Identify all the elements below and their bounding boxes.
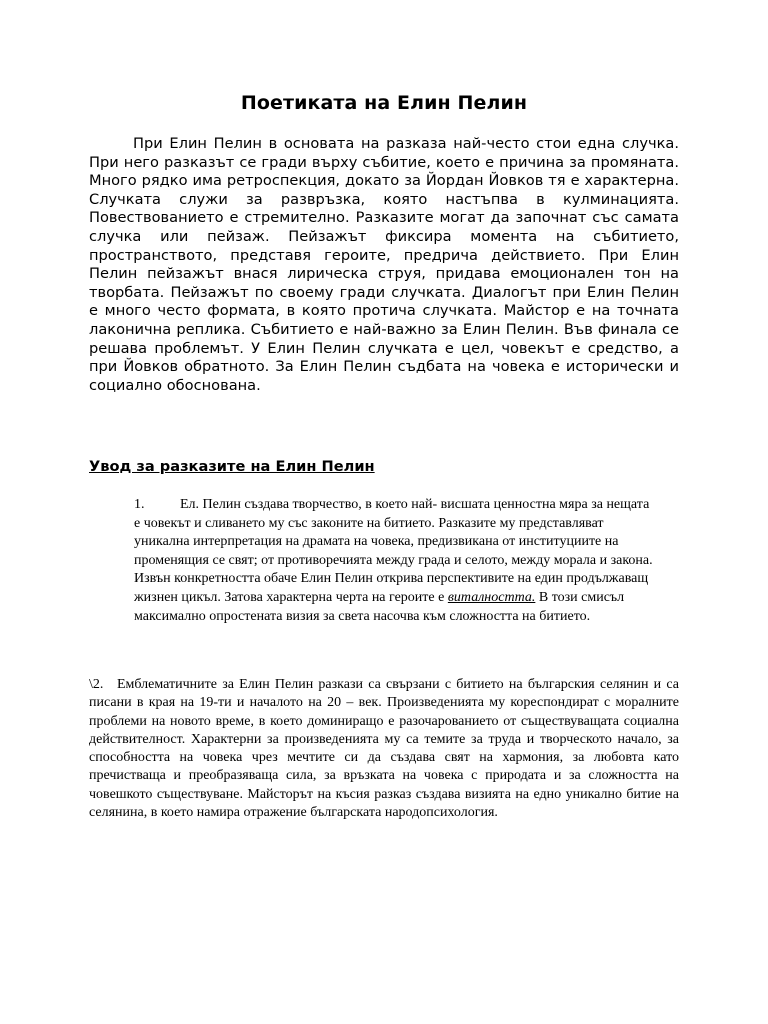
list-item-2-number: \2. — [89, 677, 104, 692]
list-item-2-text: Емблематичните за Елин Пелин разкази са свързани с битието на българския селянин и са писани в края на 19-ти и началото на 20 – век. Произведенията му кореспондират с моралните проблеми на новото време, в което доминиращо е разочарованието от съществуващата социална действителност. Характерни за произведенията му са темите за труда и творческото начало, за способността на човека чрез мечтите си да създава свят на хармония, за любовта като пречистваща и преобразяваща сила, за връзката на човека с природата и за сложността на човешкото съществуване. Майсторът на късия разказ създава визията на едно уникално битие на селянина, в което намира отражение българската народопсихология. — [89, 677, 679, 821]
document-title: Поетиката на Елин Пелин — [240, 92, 528, 114]
list-item-1 — [134, 496, 654, 626]
list-item-2 — [89, 676, 679, 822]
list-item-1-text-end: В този смисъл максимално опростената визия за света насочва към сложността на битието. — [134, 589, 625, 624]
list-item-1-number: 1. — [134, 497, 145, 512]
list-item-1-text: Ел. Пелин създава творчество, в което най- висшата ценностна мяра за нещата е човекът и сливането му със законите на битието. Разказите му представляват уникална интерпретация на драмата на човека, предизвикана от институциите на променящия се свят; от противоречията между града и селото, между морала и закона. Извън конкретността обаче Елин Пелин открива перспективите на един продължаващ жизнен цикъл. Затова характерна черта на героите е — [134, 497, 653, 605]
intro-paragraph: При Елин Пелин в основата на разказа най-често стои една случка. При него разказът се гради върху събитие, което е причина за промяната. Много рядко има ретроспекция, докато за Йордан Йовков тя е характерна. Случката служи за развръзка, която настъпва в кулминацията. Повествованието е стремително. Разказите могат да започнат със самата случка или пейзаж. Пейзажът фиксира момента на събитието, пространството, представя героите, предрича действието. При Елин Пелин пейзажът внася лирическа струя, придава емоционален тон на творбата. Пейзажът по своему гради случката. Диалогът при Елин Пелин е много често формата, в която протича случката. Майстор е на точната лаконична реплика. Събитието е най-важно за Елин Пелин. Във финала се решава проблемът. У Елин Пелин случката е цел, човекът е средство, а при Йовков обратното. За Елин Пелин съдбата на човека е исторически и социално обоснована. — [89, 135, 679, 394]
list-item-1-emphasis: виталността. — [447, 589, 536, 605]
section-heading: Увод за разказите на Елин Пелин — [89, 458, 375, 475]
